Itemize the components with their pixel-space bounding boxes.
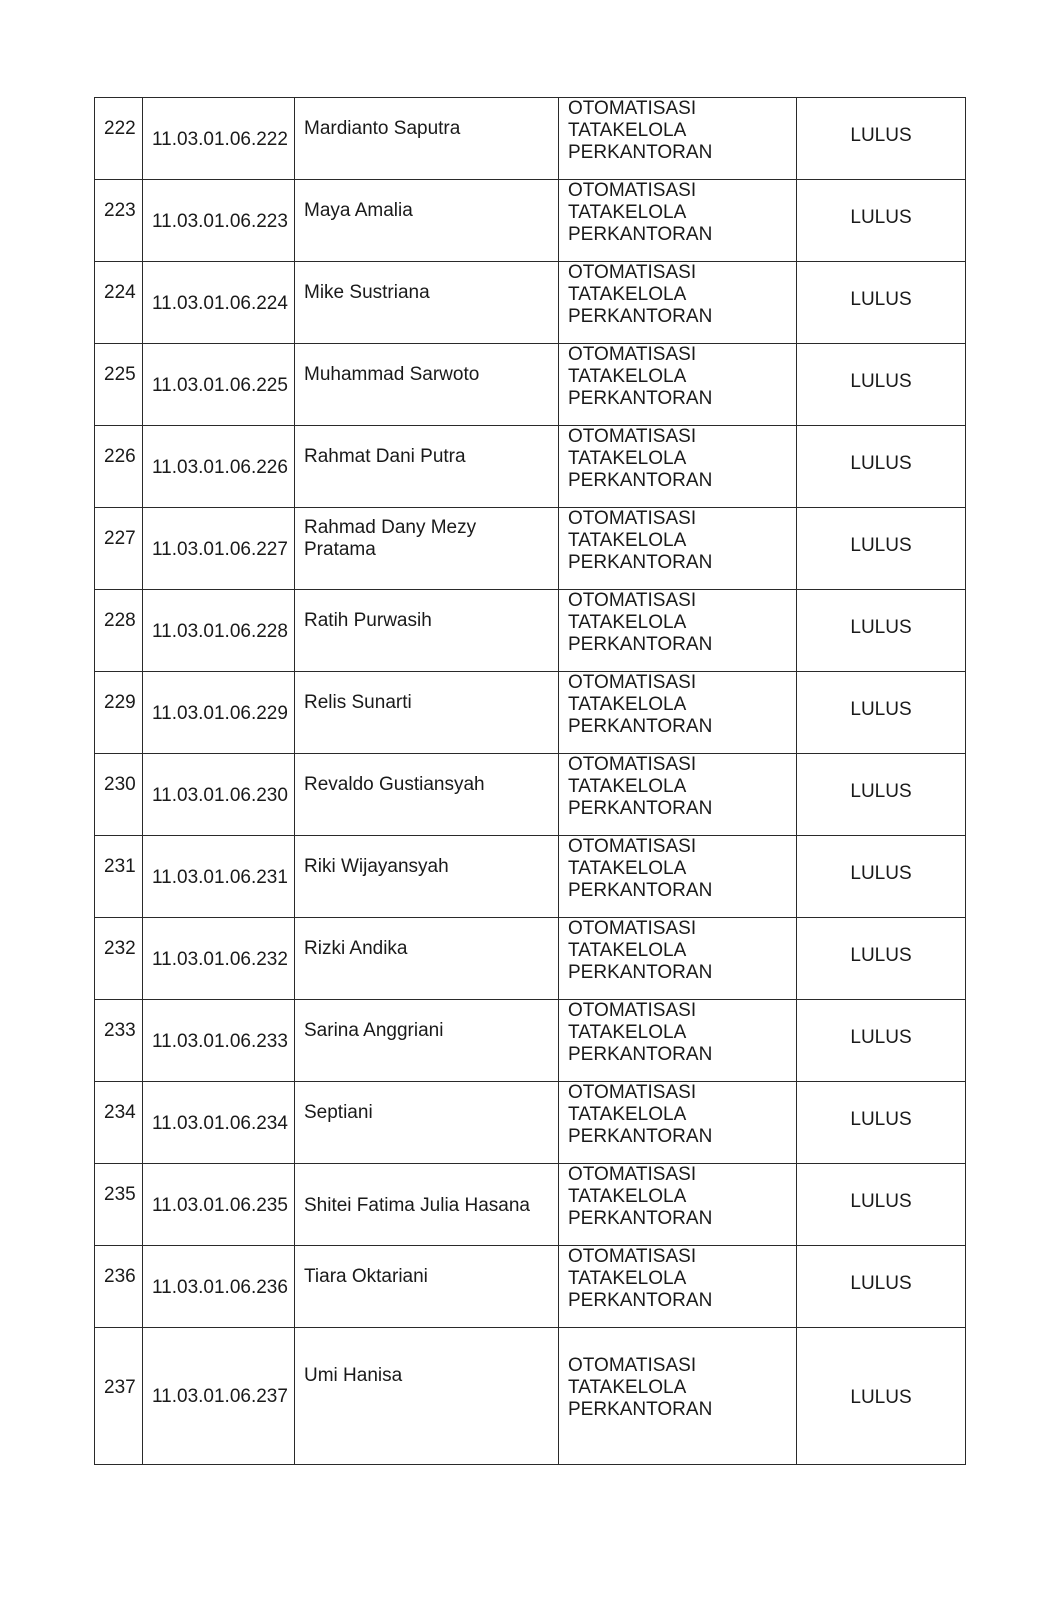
student-name-cell: [295, 1082, 559, 1164]
status-cell: [797, 508, 966, 590]
student-name: Shitei Fatima Julia Hasana: [304, 1195, 530, 1216]
student-name-cell: [295, 836, 559, 918]
student-id-cell: [143, 508, 295, 590]
program-name: [559, 1328, 796, 1421]
program-name: [559, 918, 796, 984]
program-line: PERKANTORAN: [568, 388, 713, 409]
program-name: [559, 1246, 796, 1312]
row-number-cell: [95, 1164, 143, 1246]
program-name: [559, 1000, 796, 1066]
graduation-status: LULUS: [850, 1273, 912, 1294]
student-id-cell: [143, 262, 295, 344]
program-line: TATAKELOLA: [568, 202, 687, 223]
graduation-status: LULUS: [850, 699, 912, 720]
program-line: OTOMATISASI: [568, 98, 697, 119]
student-name: Rahmad Dany Mezy Pratama: [304, 517, 477, 560]
student-id-cell: [143, 1328, 295, 1465]
row-number-cell: [95, 262, 143, 344]
row-number: 228: [104, 610, 136, 631]
program-name: [559, 754, 796, 820]
graduation-status: LULUS: [850, 453, 912, 474]
student-name-cell: [295, 98, 559, 180]
table-row: [95, 672, 966, 754]
student-id-cell: [143, 1082, 295, 1164]
graduation-status: LULUS: [850, 863, 912, 884]
graduation-status: LULUS: [850, 781, 912, 802]
program-cell: [559, 754, 797, 836]
student-id-cell: [143, 590, 295, 672]
row-number: 237: [104, 1377, 136, 1398]
program-line: OTOMATISASI: [568, 1355, 697, 1376]
student-id: 11.03.01.06.222: [152, 129, 288, 150]
status-cell: [797, 426, 966, 508]
program-line: PERKANTORAN: [568, 1126, 713, 1147]
row-number-cell: [95, 1246, 143, 1328]
student-id-cell: [143, 836, 295, 918]
row-number-cell: [95, 1328, 143, 1465]
program-line: TATAKELOLA: [568, 120, 687, 141]
status-cell: [797, 754, 966, 836]
program-cell: [559, 508, 797, 590]
student-name: Maya Amalia: [304, 200, 413, 221]
student-name: Riki Wijayansyah: [304, 856, 449, 877]
program-name: [559, 672, 796, 738]
table-row: [95, 590, 966, 672]
student-name: Sarina Anggriani: [304, 1020, 444, 1041]
program-line: TATAKELOLA: [568, 1104, 687, 1125]
student-name: Rizki Andika: [304, 938, 408, 959]
status-cell: [797, 344, 966, 426]
program-line: PERKANTORAN: [568, 634, 713, 655]
program-line: PERKANTORAN: [568, 1044, 713, 1065]
row-number-cell: [95, 1082, 143, 1164]
student-name: Tiara Oktariani: [304, 1266, 428, 1287]
program-line: OTOMATISASI: [568, 426, 697, 447]
table-row: [95, 98, 966, 180]
student-name: Septiani: [304, 1102, 373, 1123]
program-line: TATAKELOLA: [568, 694, 687, 715]
table-row: [95, 1328, 966, 1465]
graduation-status: LULUS: [850, 1109, 912, 1130]
table-row: [95, 918, 966, 1000]
program-line: OTOMATISASI: [568, 836, 697, 857]
program-name: [559, 1164, 796, 1230]
program-line: PERKANTORAN: [568, 1208, 713, 1229]
program-line: OTOMATISASI: [568, 672, 697, 693]
student-id: 11.03.01.06.230: [152, 785, 288, 806]
row-number-cell: [95, 672, 143, 754]
graduation-results-table: [94, 97, 966, 1465]
row-number: 233: [104, 1020, 136, 1041]
student-id: 11.03.01.06.229: [152, 703, 288, 724]
program-line: PERKANTORAN: [568, 306, 713, 327]
student-id-cell: [143, 754, 295, 836]
program-line: OTOMATISASI: [568, 344, 697, 365]
row-number: 232: [104, 938, 136, 959]
student-id: 11.03.01.06.223: [152, 211, 288, 232]
table-row: [95, 754, 966, 836]
student-name: Muhammad Sarwoto: [304, 364, 480, 385]
graduation-status: LULUS: [850, 207, 912, 228]
student-name-cell: [295, 672, 559, 754]
program-cell: [559, 836, 797, 918]
student-id-cell: [143, 1246, 295, 1328]
student-id-cell: [143, 98, 295, 180]
table-row: [95, 508, 966, 590]
row-number-cell: [95, 508, 143, 590]
program-name: [559, 344, 796, 410]
student-id: 11.03.01.06.231: [152, 867, 288, 888]
student-id-cell: [143, 180, 295, 262]
program-cell: [559, 590, 797, 672]
program-line: OTOMATISASI: [568, 1246, 697, 1267]
student-id: 11.03.01.06.233: [152, 1031, 288, 1052]
row-number-cell: [95, 590, 143, 672]
status-cell: [797, 1000, 966, 1082]
student-name: Revaldo Gustiansyah: [304, 774, 485, 795]
program-line: TATAKELOLA: [568, 366, 687, 387]
table-row: [95, 344, 966, 426]
status-cell: [797, 1246, 966, 1328]
program-line: PERKANTORAN: [568, 470, 713, 491]
student-name-cell: [295, 344, 559, 426]
student-name-cell: [295, 426, 559, 508]
graduation-status: LULUS: [850, 125, 912, 146]
row-number-cell: [95, 836, 143, 918]
program-line: PERKANTORAN: [568, 880, 713, 901]
student-name-cell: [295, 918, 559, 1000]
row-number-cell: [95, 180, 143, 262]
program-line: OTOMATISASI: [568, 180, 697, 201]
table-row: [95, 262, 966, 344]
program-line: TATAKELOLA: [568, 858, 687, 879]
student-name-cell: [295, 1164, 559, 1246]
graduation-status: LULUS: [850, 1191, 912, 1212]
graduation-status: LULUS: [850, 1387, 912, 1408]
student-name: Mike Sustriana: [304, 282, 430, 303]
program-line: PERKANTORAN: [568, 142, 713, 163]
graduation-status: LULUS: [850, 535, 912, 556]
row-number: 227: [104, 528, 136, 549]
program-cell: [559, 672, 797, 754]
student-id: 11.03.01.06.228: [152, 621, 288, 642]
row-number: 223: [104, 200, 136, 221]
program-line: TATAKELOLA: [568, 284, 687, 305]
student-id: 11.03.01.06.237: [152, 1386, 288, 1407]
row-number-cell: [95, 1000, 143, 1082]
program-line: TATAKELOLA: [568, 940, 687, 961]
row-number: 235: [104, 1184, 136, 1205]
program-line: PERKANTORAN: [568, 552, 713, 573]
status-cell: [797, 590, 966, 672]
table-row: [95, 836, 966, 918]
program-line: OTOMATISASI: [568, 918, 697, 939]
student-id: 11.03.01.06.225: [152, 375, 288, 396]
program-line: TATAKELOLA: [568, 1377, 687, 1398]
row-number-cell: [95, 754, 143, 836]
table-row: [95, 1164, 966, 1246]
program-line: TATAKELOLA: [568, 1186, 687, 1207]
student-name: Umi Hanisa: [304, 1365, 403, 1386]
graduation-status: LULUS: [850, 945, 912, 966]
student-name-cell: [295, 1246, 559, 1328]
status-cell: [797, 1328, 966, 1465]
graduation-status: LULUS: [850, 371, 912, 392]
program-name: [559, 1082, 796, 1148]
student-name: Relis Sunarti: [304, 692, 412, 713]
row-number-cell: [95, 344, 143, 426]
student-id: 11.03.01.06.226: [152, 457, 288, 478]
program-cell: [559, 344, 797, 426]
status-cell: [797, 262, 966, 344]
status-cell: [797, 836, 966, 918]
student-id: 11.03.01.06.227: [152, 539, 288, 560]
graduation-status: LULUS: [850, 617, 912, 638]
program-cell: [559, 1000, 797, 1082]
table-row: [95, 1000, 966, 1082]
program-line: TATAKELOLA: [568, 1022, 687, 1043]
row-number: 224: [104, 282, 136, 303]
row-number: 229: [104, 692, 136, 713]
graduation-status: LULUS: [850, 289, 912, 310]
table-body: [95, 98, 966, 1465]
program-line: OTOMATISASI: [568, 1000, 697, 1021]
status-cell: [797, 918, 966, 1000]
student-id-cell: [143, 1164, 295, 1246]
student-name: Mardianto Saputra: [304, 118, 461, 139]
table-row: [95, 1082, 966, 1164]
program-line: PERKANTORAN: [568, 798, 713, 819]
student-name-cell: [295, 262, 559, 344]
program-line: OTOMATISASI: [568, 508, 697, 529]
program-line: TATAKELOLA: [568, 530, 687, 551]
graduation-status: LULUS: [850, 1027, 912, 1048]
student-name-cell: [295, 1000, 559, 1082]
student-id-cell: [143, 344, 295, 426]
row-number: 234: [104, 1102, 136, 1123]
student-name-cell: [295, 508, 559, 590]
row-number: 225: [104, 364, 136, 385]
program-line: TATAKELOLA: [568, 776, 687, 797]
status-cell: [797, 672, 966, 754]
program-line: PERKANTORAN: [568, 716, 713, 737]
row-number-cell: [95, 918, 143, 1000]
program-name: [559, 180, 796, 246]
program-line: OTOMATISASI: [568, 1082, 697, 1103]
row-number: 226: [104, 446, 136, 467]
student-name-cell: [295, 180, 559, 262]
program-name: [559, 98, 796, 164]
student-id-cell: [143, 918, 295, 1000]
program-line: TATAKELOLA: [568, 1268, 687, 1289]
table-row: [95, 180, 966, 262]
program-cell: [559, 262, 797, 344]
row-number-cell: [95, 426, 143, 508]
program-line: PERKANTORAN: [568, 1290, 713, 1311]
row-number: 231: [104, 856, 136, 877]
student-id: 11.03.01.06.234: [152, 1113, 288, 1134]
student-id-cell: [143, 672, 295, 754]
student-id-cell: [143, 1000, 295, 1082]
program-line: PERKANTORAN: [568, 962, 713, 983]
status-cell: [797, 1164, 966, 1246]
table-row: [95, 1246, 966, 1328]
program-line: OTOMATISASI: [568, 754, 697, 775]
row-number-cell: [95, 98, 143, 180]
program-cell: [559, 98, 797, 180]
program-line: OTOMATISASI: [568, 262, 697, 283]
program-line: TATAKELOLA: [568, 612, 687, 633]
program-name: [559, 262, 796, 328]
program-name: [559, 508, 796, 574]
student-name-cell: [295, 1328, 559, 1465]
status-cell: [797, 180, 966, 262]
program-line: OTOMATISASI: [568, 590, 697, 611]
program-name: [559, 426, 796, 492]
status-cell: [797, 98, 966, 180]
student-name-cell: [295, 590, 559, 672]
student-name-cell: [295, 754, 559, 836]
program-cell: [559, 1082, 797, 1164]
program-cell: [559, 180, 797, 262]
program-name: [559, 590, 796, 656]
row-number: 236: [104, 1266, 136, 1287]
table-row: [95, 426, 966, 508]
program-cell: [559, 1328, 797, 1465]
program-name: [559, 836, 796, 902]
student-name: Rahmat Dani Putra: [304, 446, 466, 467]
row-number: 222: [104, 118, 136, 139]
program-cell: [559, 918, 797, 1000]
program-cell: [559, 1246, 797, 1328]
student-id-cell: [143, 426, 295, 508]
program-line: PERKANTORAN: [568, 1399, 713, 1420]
student-id: 11.03.01.06.236: [152, 1277, 288, 1298]
student-id: 11.03.01.06.232: [152, 949, 288, 970]
program-cell: [559, 426, 797, 508]
student-name: Ratih Purwasih: [304, 610, 432, 631]
status-cell: [797, 1082, 966, 1164]
program-cell: [559, 1164, 797, 1246]
program-line: PERKANTORAN: [568, 224, 713, 245]
student-id: 11.03.01.06.224: [152, 293, 288, 314]
student-id: 11.03.01.06.235: [152, 1195, 288, 1216]
program-line: OTOMATISASI: [568, 1164, 697, 1185]
row-number: 230: [104, 774, 136, 795]
program-line: TATAKELOLA: [568, 448, 687, 469]
